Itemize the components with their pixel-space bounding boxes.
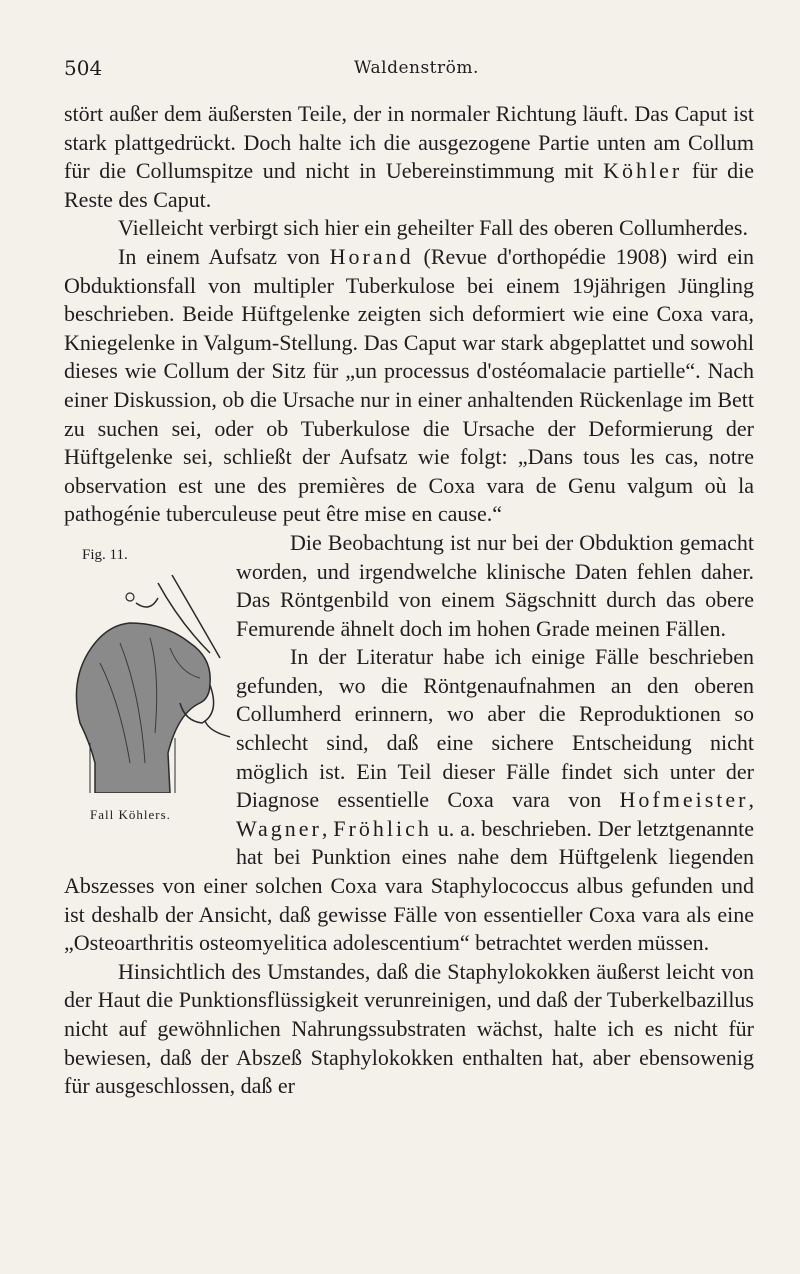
author-name-wagner: Wagner — [236, 815, 322, 841]
figure-caption: Fall Köhlers. — [90, 806, 171, 822]
author-name-froehlich: Fröhlich — [333, 815, 432, 841]
paragraph-4: Die Beobachtung ist nur bei der Obduktion gemacht worden, und irgendwelche klinische Daten fehlen daher. Das Röntgenbild von einem Sägschnitt durch das obere Femurende ähnelt doch im hohen Grade meinen Fällen. — [236, 529, 754, 641]
running-head: Waldenström. — [354, 58, 479, 78]
femur-illustration — [60, 563, 230, 793]
separator-1: , — [748, 787, 754, 813]
paragraph-6: Hinsichtlich des Umstandes, daß die Staphylokokken äußerst leicht von der Haut die Punktionsflüssigkeit verunreinigen, und daß der Tuberkelbazillus nicht auf gewöhnlichen Nahrungssubstraten wächst, halte ich es nicht für bewiesen, daß der Abszeß Staphylokokken enthalten hat, aber ebensowenig für ausgeschlossen, daß er — [64, 958, 754, 1099]
paragraph-1 — [64, 100, 754, 214]
paragraph-2: Vielleicht verbirgt sich hier ein geheilter Fall des oberen Collumherdes. — [118, 215, 748, 241]
paragraph-3 — [64, 243, 754, 529]
figure-11 — [60, 539, 230, 851]
author-name-hofmeister: Hofmeister — [619, 787, 749, 813]
separator-2: , — [321, 815, 334, 841]
paragraph-5-text-b: u. a. beschrieben. Der letztgenannte hat bei Punktion eines nahe dem Hüftgelenk liegenden Abszesses von einer solchen Coxa vara Staphylococcus albus gefunden und ist deshalb der Ansicht, daß gewisse Fälle von essentieller Coxa vara als eine „Osteoarthritis osteomyelitica adolescentium“ betrachtet werden müssen. — [64, 815, 755, 956]
page-header — [64, 56, 754, 84]
author-name-koehler: Köhler — [603, 158, 683, 184]
page-number: 504 — [64, 56, 103, 80]
paragraph-3-text-a: In einem Aufsatz von — [118, 243, 330, 269]
body-text — [64, 100, 754, 1101]
paragraph-5-text-a: In der Literatur habe ich einige Fälle beschrieben gefunden, wo die Röntgenaufnahmen an den oberen Collumherd erinnern, wo aber die Reproduktionen so schlecht sind, daß eine sichere Entscheidung nicht möglich ist. Ein Teil dieser Fälle findet sich unter der Diagnose essentielle Coxa vara von — [236, 644, 754, 813]
paragraph-1-text-b: für die Reste des Caput. — [64, 158, 754, 212]
paragraph-1-text-a: stört außer dem äußersten Teile, der in normaler Richtung läuft. Das Caput ist stark plattgedrückt. Doch halte ich die ausgezogene Partie unten am Collum für die Collumspitze und nicht in Uebereinstimmung mit — [64, 101, 754, 184]
figure-label: Fig. 11. — [82, 546, 128, 563]
paragraph-3-text-b: (Revue d'orthopédie 1908) wird ein Obduktionsfall von multipler Tuberkulose bei einem 19jährigen Jüngling beschrieben. Beide Hüftgelenke zeigten sich deformiert wie eine Coxa vara, Kniegelenke in Valgum-Stellung. Das Caput war stark abgeplattet und sowohl dieses wie Collum der Sitz für „un processus d'ostéomalacie partielle“. Nach einer Diskussion, ob die Ursache nur in einer anhaltenden Rückenlage im Bett zu suchen sei, oder ob Tuberkulose die Ursache der Deformierung der Hüftgelenke sei, schließt der Aufsatz wie folgt: „Dans tous les cas, notre observation est une des premières de Coxa vara de Genu valgum où la pathogénie tuberculeuse peut être mise en cause.“ — [64, 243, 754, 527]
author-name-horand: Horand — [329, 243, 414, 269]
